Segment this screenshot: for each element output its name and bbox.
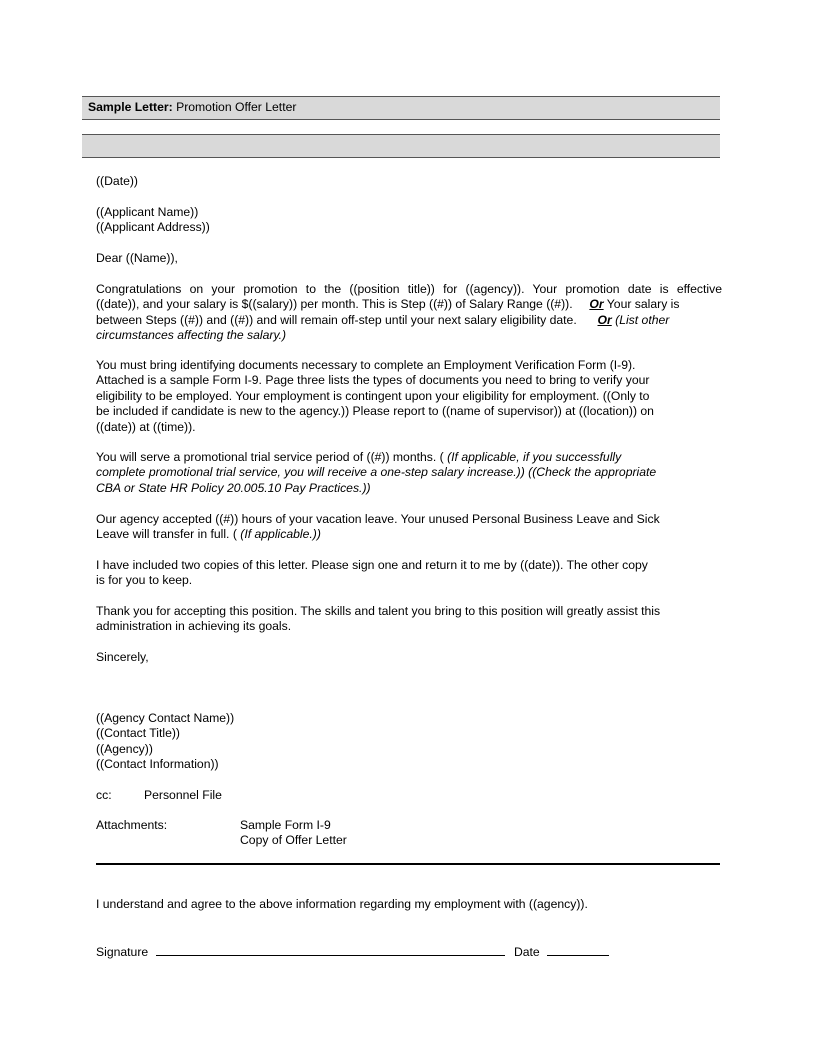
signature-label: Signature [96, 945, 149, 959]
contact-title: ((Contact Title)) [96, 726, 180, 741]
applicant-name: ((Applicant Name)) [96, 205, 199, 219]
attachment-item: Copy of Offer Letter [240, 833, 347, 848]
or-emphasis: Or [589, 297, 604, 312]
title-prefix: Sample Letter: [88, 100, 173, 114]
document-title [88, 100, 296, 115]
paragraph-documents: You must bring identifying documents necessary to complete an Employment Verification Form (I-9). Attached is a sample Form I-9. Page three lists the types of documents you need to bring to verify your eligibility to be employed. Your employment is contingent upon your eligibility for employment. ((Only to be included if candidate is new to the agency.)) Please report to ((name of supervisor)) at ((location)) on ((date)) at ((time)). [96, 358, 654, 434]
contact-info: ((Contact Information)) [96, 757, 219, 772]
attachment-item: Sample Form I-9 [240, 818, 331, 832]
closing: Sincerely, [96, 650, 149, 664]
contact-name: ((Agency Contact Name)) [96, 711, 235, 725]
divider [96, 863, 720, 865]
cc-label: cc: [96, 788, 112, 802]
signature-field[interactable] [156, 943, 505, 956]
attachments-list [240, 818, 347, 849]
signature-row [96, 943, 722, 960]
salutation: Dear ((Name)), [96, 251, 178, 265]
signature-block [96, 711, 722, 773]
acknowledgement-statement: I understand and agree to the above information regarding my employment with ((agency)). [96, 897, 588, 911]
paragraph-trial-service: You will serve a promotional trial service period of ((#)) months. ( (If applicable, if you successfully complete promotional trial service, you will receive a one-step salary increase.)) ((Check the appropriate CBA or State HR Policy 20.005.10 Pay Practices.)) [96, 450, 657, 495]
cc-line [96, 788, 722, 803]
title-name: Promotion Offer Letter [176, 100, 297, 114]
title-banner [82, 96, 720, 120]
paragraph-thanks: Thank you for accepting this position. The skills and talent you bring to this position will greatly assist this administration in achieving its goals. [96, 604, 661, 634]
letter-date: ((Date)) [96, 174, 138, 188]
paragraph-leave: Our agency accepted ((#)) hours of your vacation leave. Your unused Personal Business Leave and Sick Leave will transfer in full. ( (If applicable.)) [96, 512, 660, 542]
blank-banner [82, 134, 720, 158]
date-field[interactable] [547, 943, 609, 956]
or-emphasis: Or [597, 312, 612, 327]
attachments [96, 818, 722, 848]
applicant-address: ((Applicant Address)) [96, 220, 210, 235]
attachments-label: Attachments: [96, 818, 168, 832]
paragraph-copies: I have included two copies of this letter. Please sign one and return it to me by ((date)). The other copy is for you to keep. [96, 558, 648, 588]
date-label: Date [513, 945, 540, 959]
agency-name: ((Agency)) [96, 741, 153, 756]
cc-value: Personnel File [144, 788, 222, 802]
paragraph-promotion: Congratulations on your promotion to the ((position title)) for ((agency)). Your promotion date is effective ((date)), and your salary is $((salary)) per month. This is Step ((#)) of Salary Range ((#)). Or Your salary is between Steps ((#)) and ((#)) and will remain off-step until your next salary eligibility date. Or (List other circumstances affecting the salary.) [96, 282, 722, 343]
applicant-block [96, 205, 722, 236]
